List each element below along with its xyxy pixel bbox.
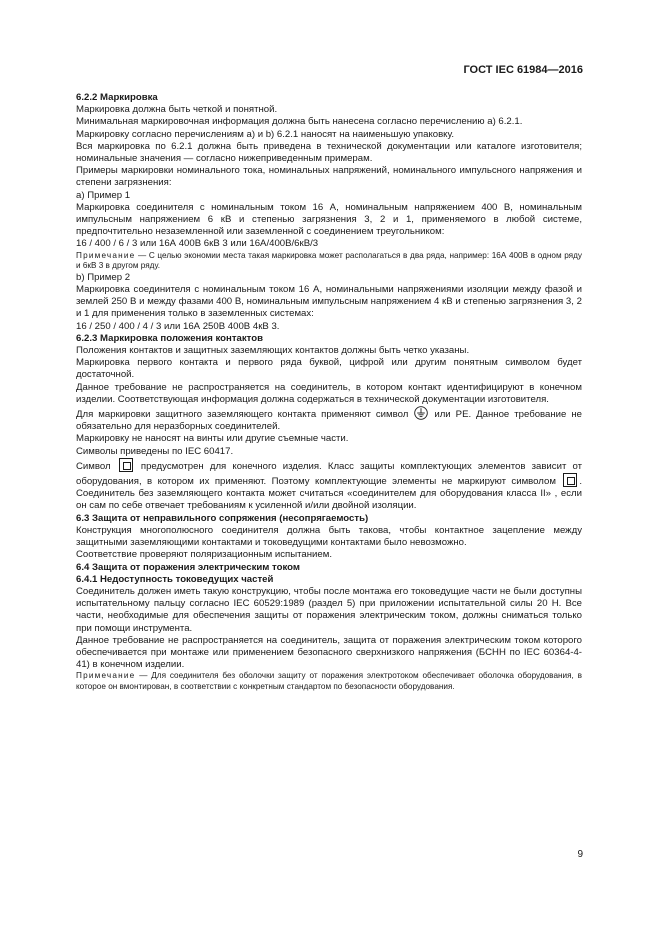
note-1 [76,251,582,272]
paragraph-class-ii-symbol [76,458,582,513]
class-ii-icon [119,458,133,472]
paragraph: Положения контактов и защитных заземляющих контактов должны быть четко указаны. [76,345,470,357]
text-part: или РЕ. Данное требование не обязательно для неразборных соединителей. [76,409,582,433]
paragraph: Конструкция многополюсного соединителя должна быть такова, чтобы контактное зацепление между защитными заземляющими контактами и токоведущими контактами было невозможно. [76,524,582,549]
paragraph-earth-symbol [76,406,582,433]
protective-earth-icon [414,406,428,420]
paragraph: Данное требование не распространяется на соединитель, в котором контакт идентифицируют в конечном изделии. Соответствующая информация должна содержаться в технической документации изготовителя. [76,381,582,405]
page-number: 9 [577,849,583,860]
section-heading-6-4-1: 6.4.1 Недоступность токоведущих частей [76,573,274,585]
paragraph: Маркировка первого контакта и первого ряда буквой, цифрой или другим понятным символом будет достаточной. [76,357,582,381]
example-2-text: Маркировка соединителя с номинальным током 16 А, номинальными напряжениями изоляции между фазой и землей 250 В и между фазами 400 В, номинальным импульсным напряжением 4 кВ и степенью загрязнения 3, 2 и 1 для применения только в заземленных системах: [76,284,582,320]
paragraph: Вся маркировка по 6.2.1 должна быть приведена в технической документации или каталоге изготовителя; номинальные значения — согласно нижеприведенным примерам. [76,140,582,165]
example-1-title: а) Пример 1 [76,189,131,201]
example-2-code: 16 / 250 / 400 / 4 / 3 или 16А 250В 400В 4кВ 3. [76,320,280,332]
section-heading-6-3: 6.3 Защита от неправильного сопряжения (несопрягаемость) [76,512,369,524]
paragraph: Маркировка должна быть четкой и понятной. [76,104,278,116]
text-part: Для маркировки защитного заземляющего контакта применяют символ [76,409,414,421]
text-part: . Соединитель без заземляющего контакта может считаться «соединителем для оборудования класса II» , если он сам по себе отвечает требованиям к усиленной и/или двойной изоляции. [76,476,582,512]
example-2-title: b) Пример 2 [76,271,131,283]
paragraph: Примеры маркировки номинального тока, номинальных напряжений, номинального импульсного напряжения и степени загрязнения: [76,165,582,189]
class-ii-icon [563,473,577,487]
note-2 [76,671,582,692]
note-label: Примечание [76,250,136,260]
paragraph: Соединитель должен иметь такую конструкцию, чтобы после монтажа его токоведущие части не были доступны испытательному пальцу согласно IEC 60529:1989 (раздел 5) при приложении испытательной силы 20 Н. Все части, необходимые для обеспечения защиты от поражения электрическим током, должны сниматься только при помощи инструмента. [76,585,582,634]
paragraph: Маркировку не наносят на винты или другие съемные части. [76,433,349,445]
example-1-code: 16 / 400 / 6 / 3 или 16А 400В 6кВ 3 или 16А/400В/6кВ/3 [76,238,319,250]
note-label: Примечание [76,671,136,681]
text-part: Символ [76,460,117,472]
note-text: — Для соединителя без оболочки защиту от поражения электротоком обеспечивает оболочка оборудования, в которое он вмонтирован, в соответствии с конкретным стандартом по безопасности оборудования. [76,671,582,691]
page-content [76,92,582,693]
paragraph: Символы приведены по IEC 60417. [76,445,234,457]
text-part: предусмотрен для конечного изделия. Класс защиты комплектующих элементов зависит от оборудования, в котором их применяют. Поэтому комплектующие элементы не маркируют символом [76,460,582,488]
document-header: ГОСТ IEC 61984—2016 [463,64,583,76]
note-text: — С целью экономии места такая маркировка может располагаться в два ряда, например: 16А 400В в одном ряду и 6кВ 3 в другом ряду. [76,250,582,271]
example-1-text: Маркировка соединителя с номинальным током 16 А, номинальным напряжением 400 В, номинальным импульсным напряжением 6 кВ и степенью загрязнения 3, 2 и 1, применяемого в любой системе, предпочтительно незаземленной или заземленной с соединением треугольником: [76,201,582,238]
section-heading-6-2-2: 6.2.2 Маркировка [76,92,158,103]
paragraph: Соответствие проверяют поляризационным испытанием. [76,549,332,561]
paragraph: Маркировку согласно перечислениям а) и b) 6.2.1 наносят на наименьшую упаковку. [76,128,454,140]
section-heading-6-2-3: 6.2.3 Маркировка положения контактов [76,332,264,344]
section-heading-6-4: 6.4 Защита от поражения электрическим током [76,561,300,573]
paragraph: Минимальная маркировочная информация должна быть нанесена согласно перечислению а) 6.2.1. [76,116,523,128]
paragraph: Данное требование не распространяется на соединитель, защита от поражения электрическим током которого обеспечивается при монтаже или применением безопасного сверхнизкого напряжения (БСНН по IEC 60364-4-41) в конечном изделии. [76,634,582,671]
